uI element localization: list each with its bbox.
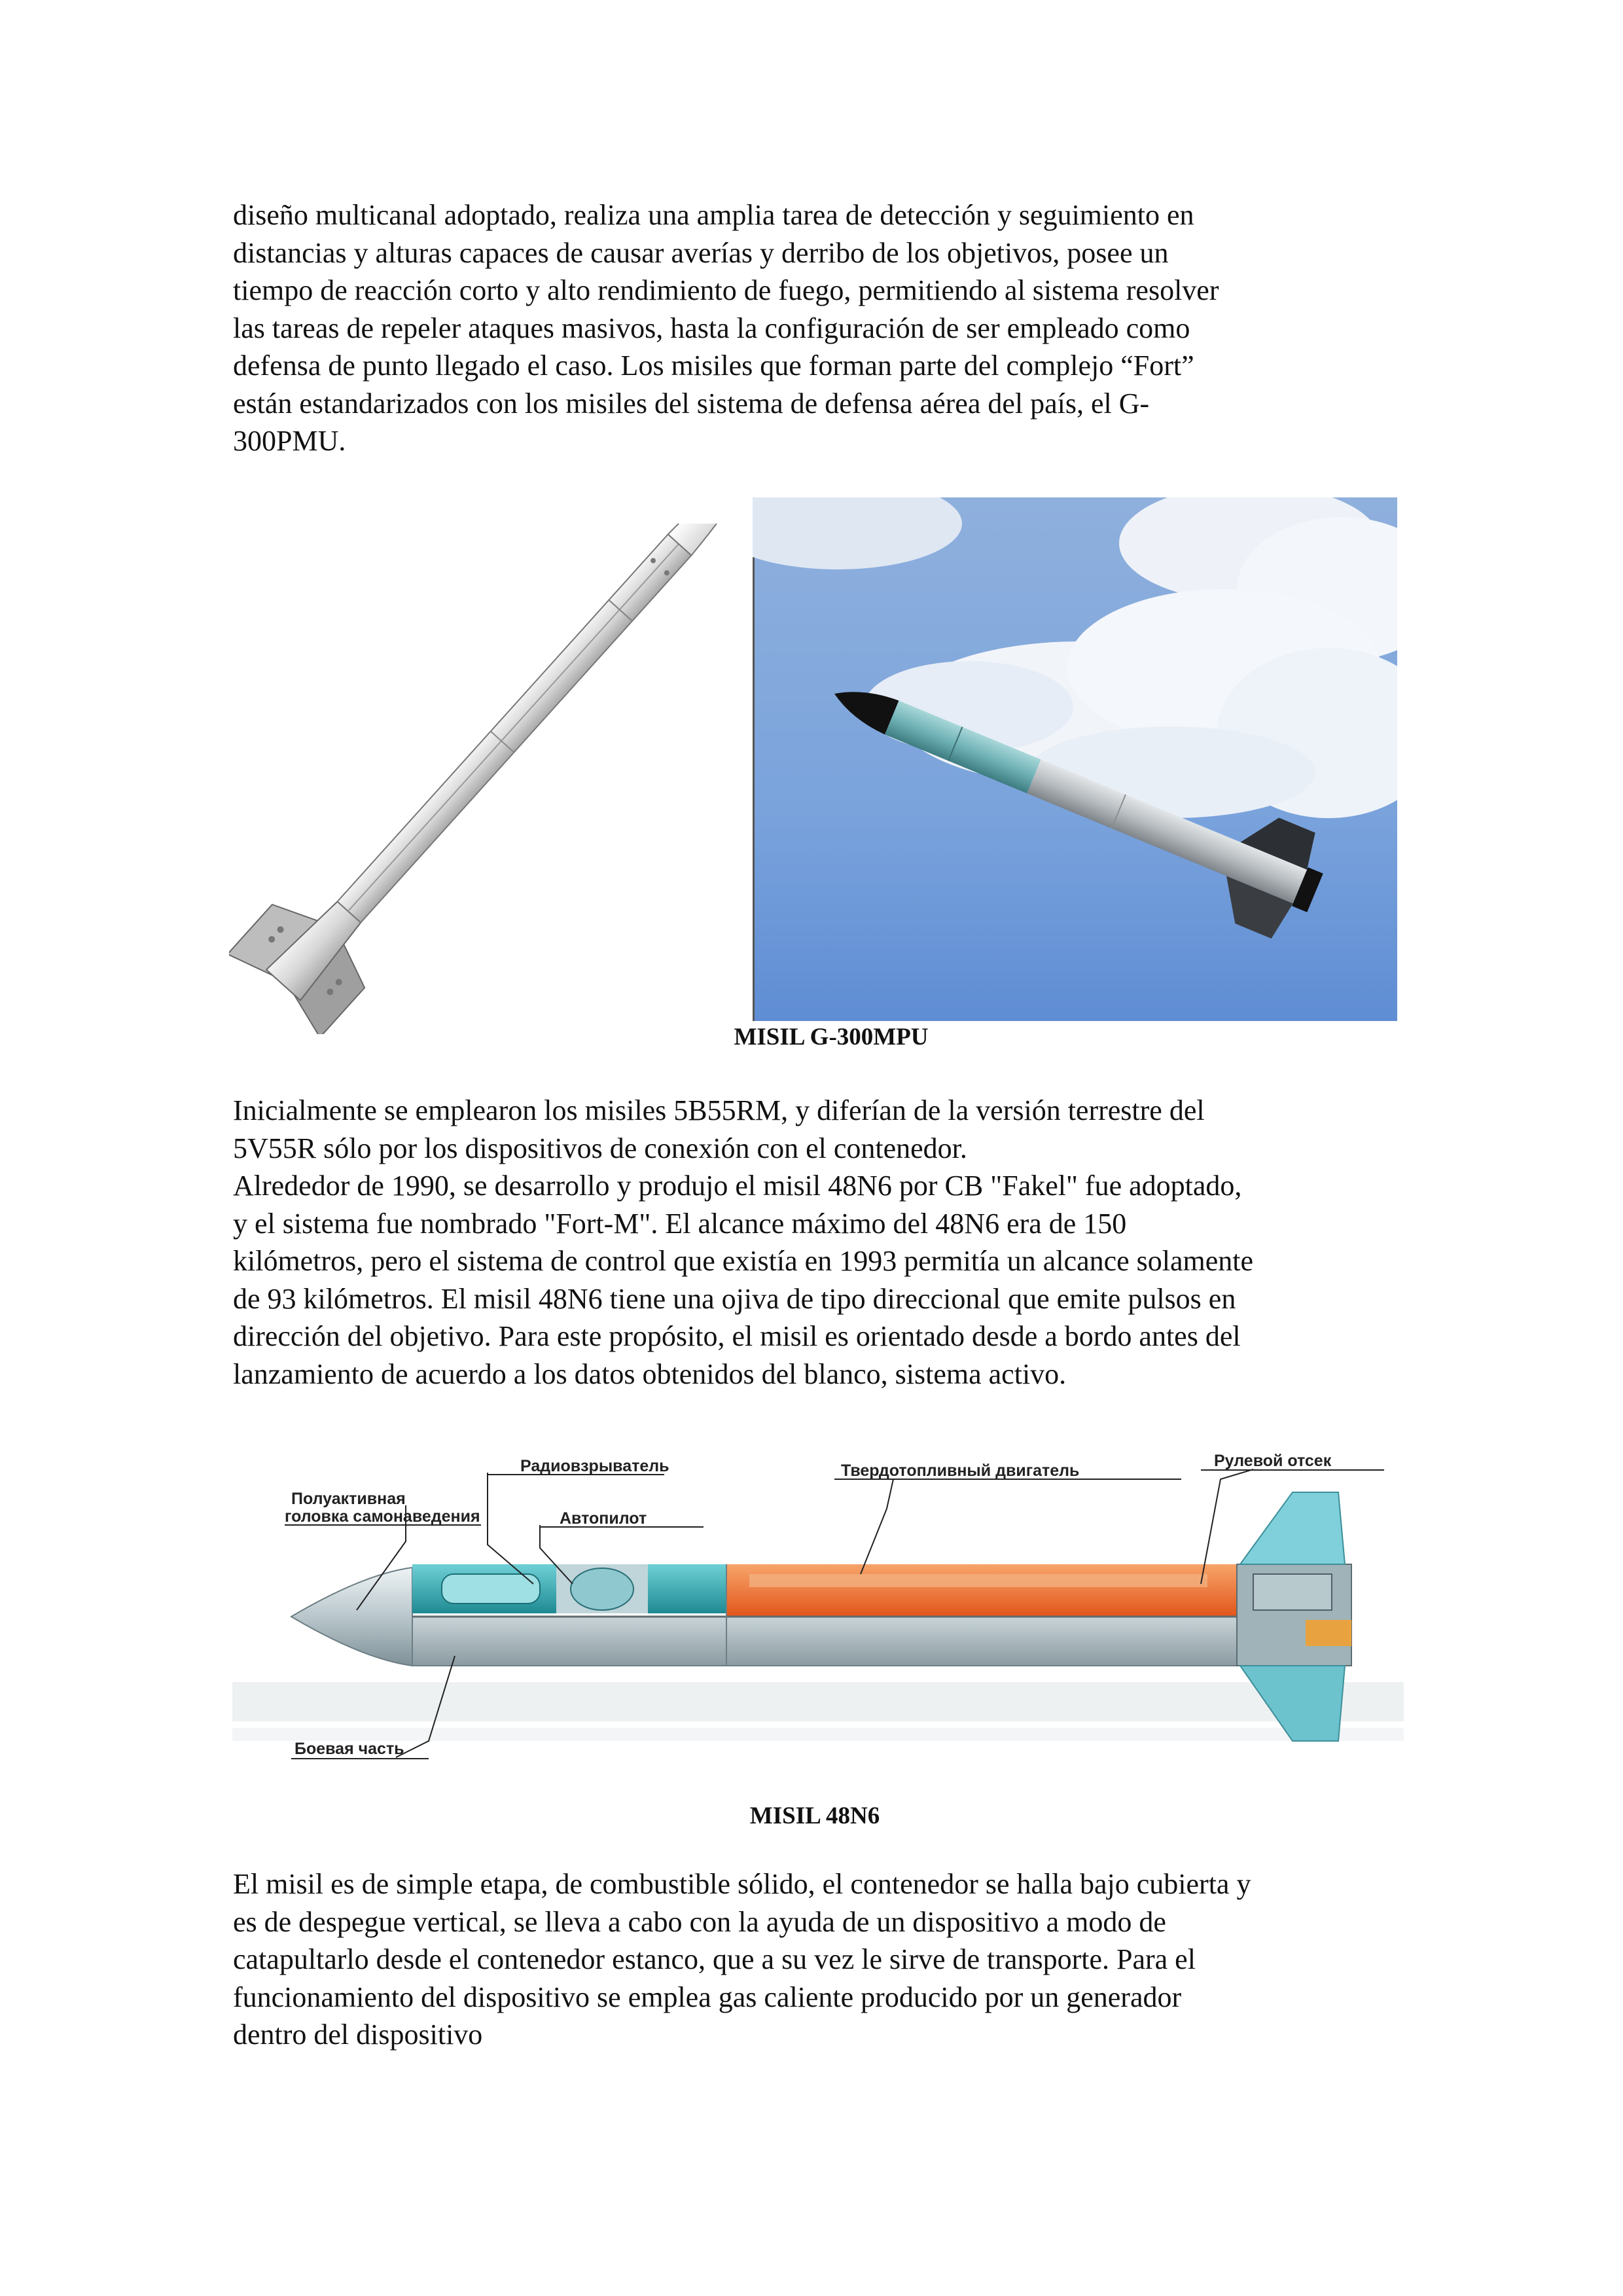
label-seeker-line1: Полуактивная — [291, 1490, 406, 1508]
text-line: las tareas de repeler ataques masivos, hasta la configuración de ser empleado como — [233, 312, 1190, 344]
text-line: Inicialmente se emplearon los misiles 5B55RM, y diferían de la versión terrestre del — [233, 1094, 1205, 1126]
text-line: Alrededor de 1990, se desarrollo y produjo el misil 48N6 por CB "Fakel" fue adoptado, — [233, 1170, 1242, 1202]
figure-caption-1: MISIL G-300MPU — [734, 1024, 929, 1050]
label-warhead: Боевая часть — [294, 1740, 404, 1758]
paragraph-1 — [233, 196, 1404, 460]
text-line: diseño multicanal adoptado, realiza una amplia tarea de detección y seguimiento en — [233, 199, 1194, 231]
label-steering: Рулевой отсек — [1214, 1452, 1332, 1470]
text-line: kilómetros, pero el sistema de control que existía en 1993 permitía un alcance solamente — [233, 1245, 1254, 1277]
text-line: y el sistema fue nombrado "Fort-M". El alcance máximo del 48N6 era de 150 — [233, 1207, 1127, 1240]
label-fuze: Радиовзрыватель — [520, 1457, 669, 1475]
figure-caption-2: MISIL 48N6 — [749, 1803, 880, 1829]
paragraph-3 — [233, 1865, 1404, 2054]
text-line: están estandarizados con los misiles del sistema de defensa aérea del país, el G- — [233, 387, 1150, 420]
text-line: catapultarlo desde el contenedor estanco, que a su vez le sirve de transporte. Para el — [233, 1943, 1196, 1975]
label-seeker-line2: головка самонаведения — [285, 1507, 480, 1526]
label-autopilot: Автопилот — [560, 1509, 647, 1528]
missile-cutaway-diagram — [232, 1433, 1404, 1800]
text-line: El misil es de simple etapa, de combustible sólido, el contenedor se halla bajo cubierta y — [233, 1868, 1251, 1900]
text-line: de 93 kilómetros. El misil 48N6 tiene una ojiva de tipo direccional que emite pulsos en — [233, 1282, 1236, 1315]
text-line: 5V55R sólo por los dispositivos de conexión con el contenedor. — [233, 1132, 967, 1164]
text-line: defensa de punto llegado el caso. Los misiles que forman parte del complejo “Fort” — [233, 350, 1194, 382]
text-line: distancias y alturas capaces de causar averías y derribo de los objetivos, posee un — [233, 236, 1169, 269]
text-line: es de despegue vertical, se lleva a cabo con la ayuda de un dispositivo a modo de — [233, 1905, 1166, 1938]
missile-drawing-image — [229, 524, 733, 1034]
text-line: lanzamiento de acuerdo a los datos obtenidos del blanco, sistema activo. — [233, 1357, 1067, 1390]
text-line: dirección del objetivo. Para este propósito, el misil es orientado desde a bordo antes del — [233, 1320, 1241, 1352]
text-line: tiempo de reacción corto y alto rendimiento de fuego, permitiendo al sistema resolver — [233, 274, 1219, 306]
text-line: dentro del dispositivo — [233, 2018, 483, 2051]
paragraph-2 — [233, 1092, 1404, 1393]
label-motor: Твердотопливный двигатель — [841, 1462, 1080, 1480]
missile-sky-photo — [753, 497, 1397, 1021]
text-line: 300PMU. — [233, 425, 346, 457]
text-line: funcionamiento del dispositivo se emplea gas caliente producido por un generador — [233, 1981, 1182, 2013]
